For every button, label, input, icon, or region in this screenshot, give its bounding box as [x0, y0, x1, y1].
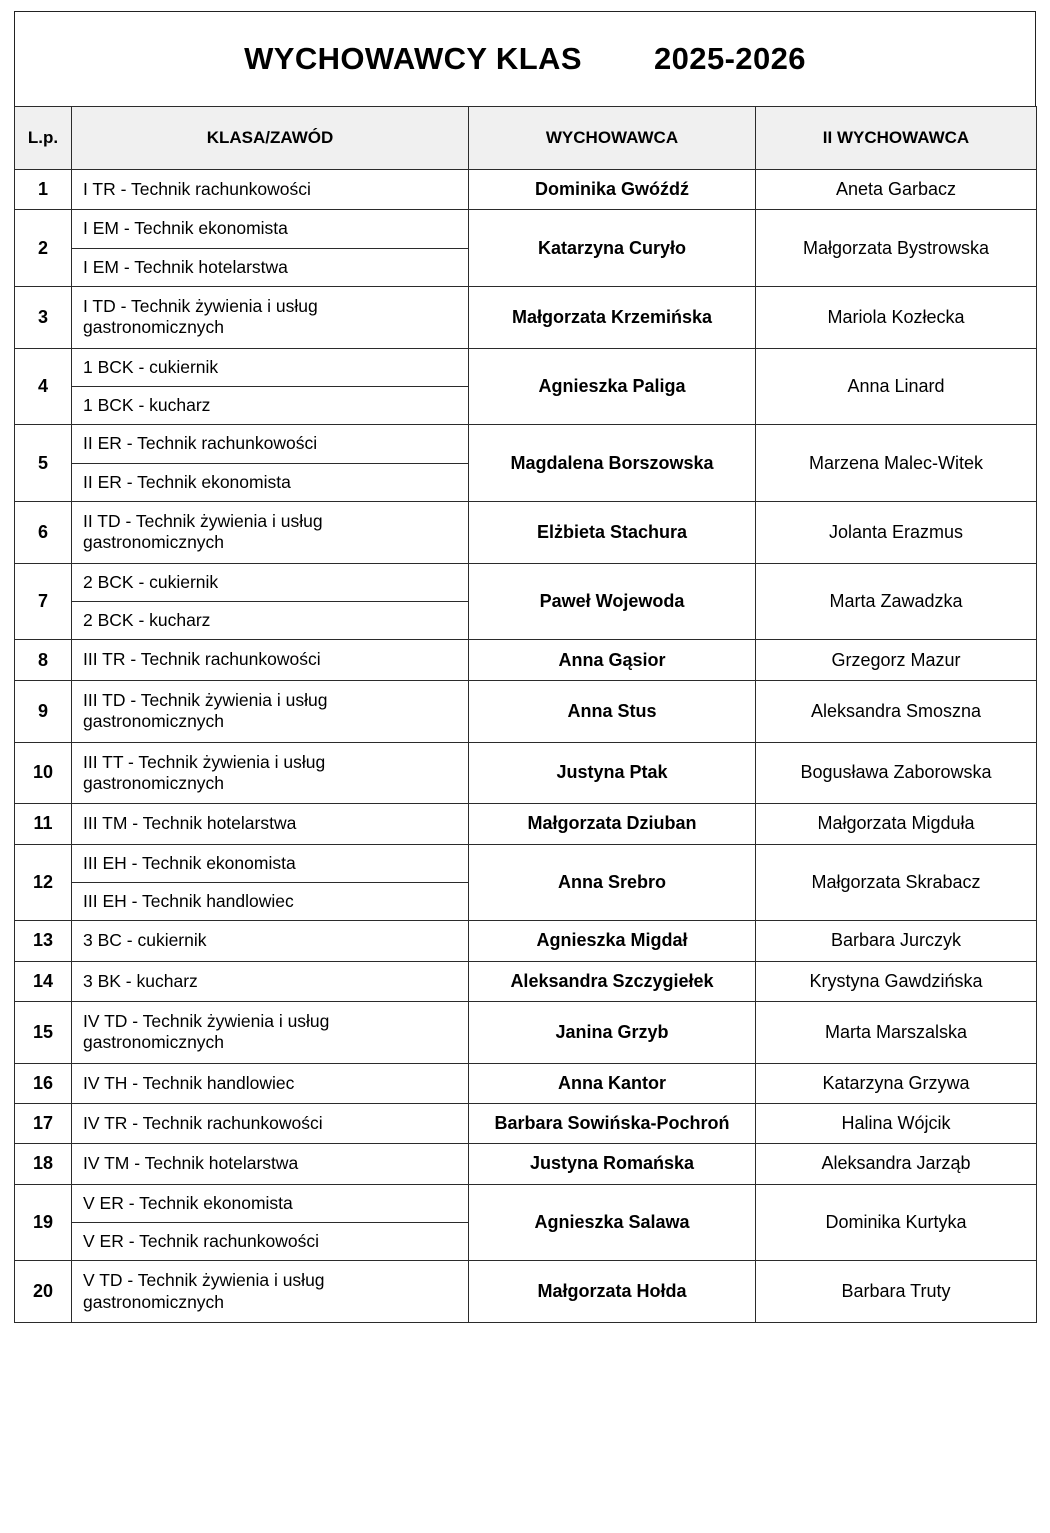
table-row [15, 348, 1037, 425]
table-header-row [15, 107, 1037, 170]
second-tutor-cell: Marta Marszalska [756, 1001, 1037, 1063]
class-profession-cell [72, 563, 469, 640]
row-index-cell: 18 [15, 1144, 72, 1184]
row-index-cell: 7 [15, 563, 72, 640]
table-header [15, 107, 1037, 170]
table-row [15, 844, 1037, 921]
tutor-cell: Katarzyna Curyło [469, 210, 756, 287]
class-profession-cell [72, 1144, 469, 1184]
second-tutor-cell: Anna Linard [756, 348, 1037, 425]
class-profession-cell [72, 348, 469, 425]
document-title-box [14, 11, 1036, 107]
class-profession-cell [72, 287, 469, 349]
tutor-cell: Magdalena Borszowska [469, 425, 756, 502]
class-profession-cell [72, 742, 469, 804]
class-profession-line: III EH - Technik ekonomista [72, 845, 468, 883]
class-profession-cell [72, 425, 469, 502]
table-row [15, 502, 1037, 564]
second-tutor-cell: Krystyna Gawdzińska [756, 961, 1037, 1001]
class-profession-cell [72, 1184, 469, 1261]
tutor-cell: Aleksandra Szczygiełek [469, 961, 756, 1001]
column-header-second-tutor: II WYCHOWAWCA [756, 107, 1037, 170]
column-header-lp: L.p. [15, 107, 72, 170]
table-row [15, 961, 1037, 1001]
class-profession-line: IV TM - Technik hotelarstwa [83, 1153, 299, 1174]
class-profession-cell [72, 1103, 469, 1143]
class-profession-cell [72, 640, 469, 680]
second-tutor-cell: Bogusława Zaborowska [756, 742, 1037, 804]
class-profession-line: V ER - Technik ekonomista [72, 1185, 468, 1223]
class-profession-line: V TD - Technik żywienia i usług gastronomicznych [83, 1270, 325, 1312]
table-row [15, 1063, 1037, 1103]
row-index-cell: 17 [15, 1103, 72, 1143]
class-profession-cell [72, 804, 469, 844]
tutor-cell: Janina Grzyb [469, 1001, 756, 1063]
second-tutor-cell: Grzegorz Mazur [756, 640, 1037, 680]
class-profession-line: II TD - Technik żywienia i usług gastronomicznych [83, 511, 323, 553]
row-index-cell: 16 [15, 1063, 72, 1103]
table-row [15, 563, 1037, 640]
table-row [15, 804, 1037, 844]
class-profession-cell [72, 1261, 469, 1323]
row-index-cell: 13 [15, 921, 72, 961]
row-index-cell: 20 [15, 1261, 72, 1323]
table-row [15, 640, 1037, 680]
second-tutor-cell: Barbara Jurczyk [756, 921, 1037, 961]
class-profession-cell [72, 1063, 469, 1103]
table-row [15, 1184, 1037, 1261]
table-row [15, 742, 1037, 804]
table-row [15, 170, 1037, 210]
tutor-cell: Barbara Sowińska-Pochroń [469, 1103, 756, 1143]
class-profession-line: II ER - Technik rachunkowości [72, 425, 468, 463]
tutor-cell: Justyna Romańska [469, 1144, 756, 1184]
class-profession-line: III TT - Technik żywienia i usług gastronomicznych [83, 751, 326, 793]
class-profession-cell [72, 844, 469, 921]
row-index-cell: 4 [15, 348, 72, 425]
tutor-cell: Anna Kantor [469, 1063, 756, 1103]
class-profession-line: 3 BK - kucharz [83, 970, 198, 991]
class-profession-cell [72, 921, 469, 961]
page-title: WYCHOWAWCY KLAS 2025-2026 [244, 41, 806, 76]
class-tutors-table [14, 106, 1037, 1323]
class-profession-cell [72, 210, 469, 287]
class-profession-cell [72, 502, 469, 564]
class-profession-line: I EM - Technik hotelarstwa [83, 256, 288, 277]
class-profession-line: IV TH - Technik handlowiec [83, 1072, 295, 1093]
class-profession-cell [72, 961, 469, 1001]
row-index-cell: 9 [15, 680, 72, 742]
table-row [15, 1261, 1037, 1323]
class-profession-cell [72, 680, 469, 742]
row-index-cell: 14 [15, 961, 72, 1001]
row-index-cell: 10 [15, 742, 72, 804]
row-index-cell: 2 [15, 210, 72, 287]
class-profession-line: 1 BCK - kucharz [83, 395, 211, 416]
row-index-cell: 12 [15, 844, 72, 921]
class-profession-line: IV TR - Technik rachunkowości [83, 1112, 323, 1133]
second-tutor-cell: Barbara Truty [756, 1261, 1037, 1323]
tutor-cell: Małgorzata Krzemińska [469, 287, 756, 349]
tutor-cell: Anna Srebro [469, 844, 756, 921]
row-index-cell: 3 [15, 287, 72, 349]
class-profession-line: 2 BCK - cukiernik [72, 564, 468, 602]
class-profession-line: II ER - Technik ekonomista [83, 471, 291, 492]
table-row [15, 680, 1037, 742]
row-index-cell: 15 [15, 1001, 72, 1063]
class-profession-line: III EH - Technik handlowiec [83, 890, 294, 911]
class-profession-line: III TM - Technik hotelarstwa [83, 813, 297, 834]
tutor-cell: Elżbieta Stachura [469, 502, 756, 564]
class-profession-line: I TD - Technik żywienia i usług gastronomicznych [83, 296, 318, 338]
table-row [15, 1144, 1037, 1184]
table-row [15, 1001, 1037, 1063]
second-tutor-cell: Marzena Malec-Witek [756, 425, 1037, 502]
class-profession-cell [72, 1001, 469, 1063]
second-tutor-cell: Dominika Kurtyka [756, 1184, 1037, 1261]
row-index-cell: 5 [15, 425, 72, 502]
second-tutor-cell: Jolanta Erazmus [756, 502, 1037, 564]
row-index-cell: 19 [15, 1184, 72, 1261]
class-profession-line: 2 BCK - kucharz [83, 610, 211, 631]
tutor-cell: Dominika Gwóźdź [469, 170, 756, 210]
tutor-cell: Agnieszka Migdał [469, 921, 756, 961]
table-row [15, 210, 1037, 287]
class-profession-line: IV TD - Technik żywienia i usług gastronomicznych [83, 1010, 330, 1053]
second-tutor-cell: Małgorzata Migduła [756, 804, 1037, 844]
table-row [15, 287, 1037, 349]
document-page [0, 11, 1050, 1323]
row-index-cell: 1 [15, 170, 72, 210]
row-index-cell: 11 [15, 804, 72, 844]
second-tutor-cell: Katarzyna Grzywa [756, 1063, 1037, 1103]
tutor-cell: Anna Gąsior [469, 640, 756, 680]
class-profession-line: 1 BCK - cukiernik [72, 349, 468, 387]
row-index-cell: 8 [15, 640, 72, 680]
table-row [15, 921, 1037, 961]
second-tutor-cell: Mariola Kozłecka [756, 287, 1037, 349]
class-profession-line: V ER - Technik rachunkowości [83, 1230, 320, 1251]
second-tutor-cell: Aneta Garbacz [756, 170, 1037, 210]
table-row [15, 1103, 1037, 1143]
class-profession-cell [72, 170, 469, 210]
class-profession-line: I TR - Technik rachunkowości [83, 179, 311, 199]
column-header-tutor: WYCHOWAWCA [469, 107, 756, 170]
class-profession-line: III TR - Technik rachunkowości [83, 649, 321, 670]
class-profession-line: I EM - Technik ekonomista [72, 210, 468, 248]
table-body [15, 170, 1037, 1323]
tutor-cell: Małgorzata Dziuban [469, 804, 756, 844]
second-tutor-cell: Małgorzata Skrabacz [756, 844, 1037, 921]
second-tutor-cell: Aleksandra Smoszna [756, 680, 1037, 742]
class-profession-line: 3 BC - cukiernik [83, 930, 207, 951]
second-tutor-cell: Marta Zawadzka [756, 563, 1037, 640]
column-header-class: KLASA/ZAWÓD [72, 107, 469, 170]
second-tutor-cell: Małgorzata Bystrowska [756, 210, 1037, 287]
tutor-cell: Małgorzata Hołda [469, 1261, 756, 1323]
table-row [15, 425, 1037, 502]
second-tutor-cell: Halina Wójcik [756, 1103, 1037, 1143]
tutor-cell: Agnieszka Paliga [469, 348, 756, 425]
tutor-cell: Paweł Wojewoda [469, 563, 756, 640]
row-index-cell: 6 [15, 502, 72, 564]
tutor-cell: Justyna Ptak [469, 742, 756, 804]
second-tutor-cell: Aleksandra Jarząb [756, 1144, 1037, 1184]
class-profession-line: III TD - Technik żywienia i usług gastronomicznych [83, 689, 328, 732]
tutor-cell: Anna Stus [469, 680, 756, 742]
tutor-cell: Agnieszka Salawa [469, 1184, 756, 1261]
